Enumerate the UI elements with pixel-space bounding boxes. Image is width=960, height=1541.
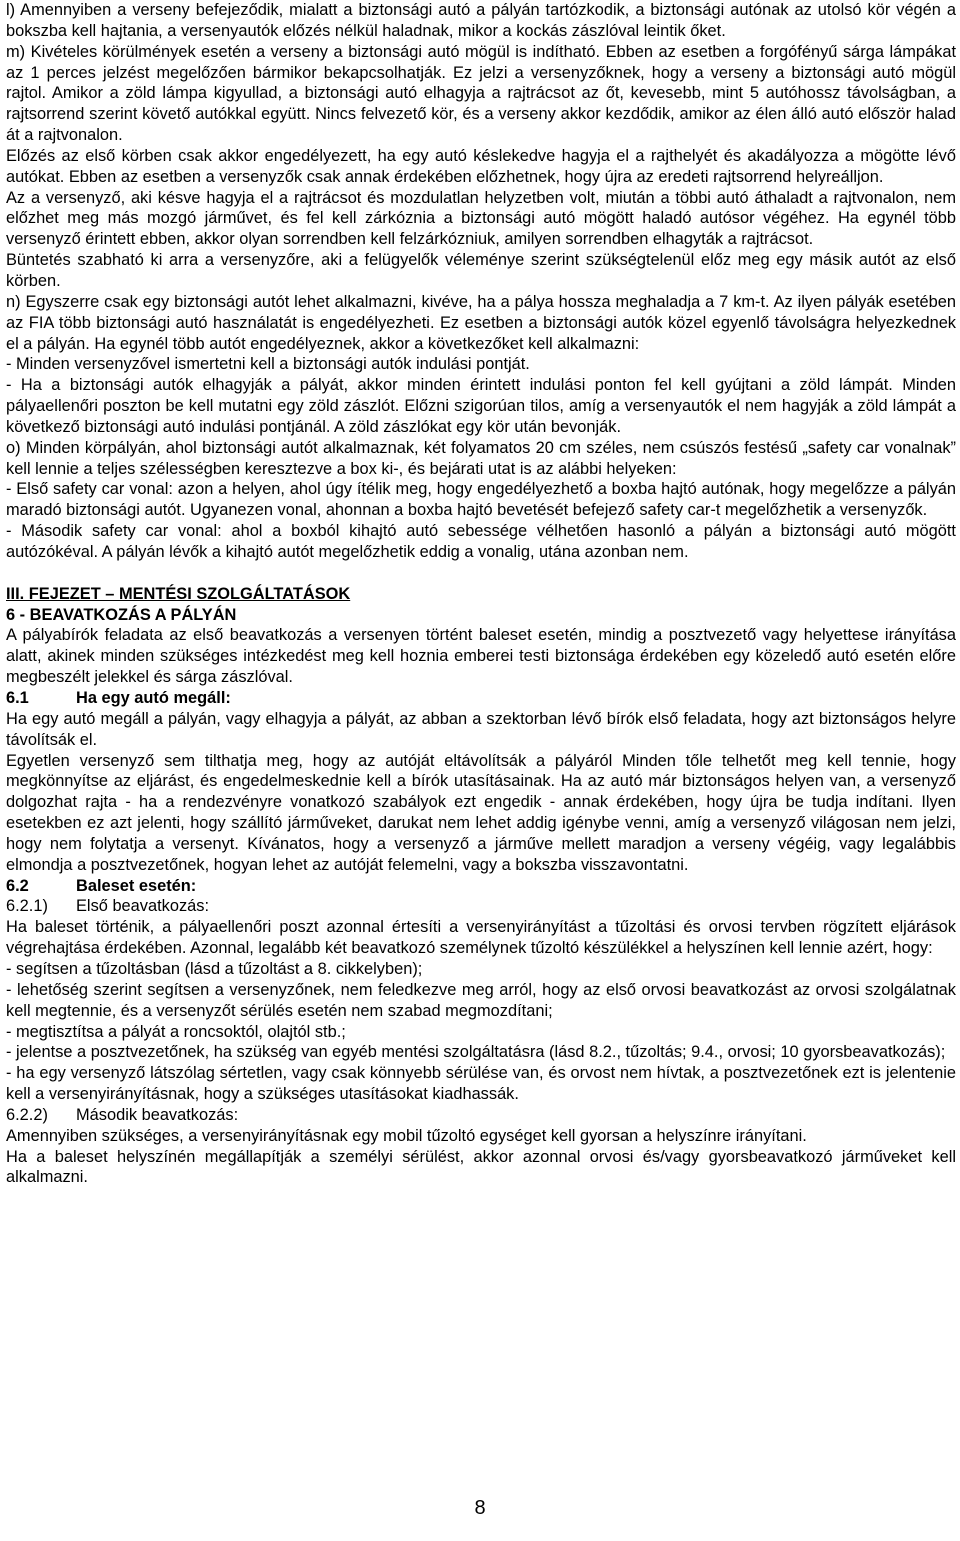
page-number: 8 [474, 1497, 486, 1519]
subsection-number: 6.2 [6, 876, 29, 895]
subsection-number: 6.2.2) [6, 1105, 48, 1124]
paragraph: Az a versenyző, aki késve hagyja el a rajtrácsot és mozdulatlan helyzetben volt, miután a többi autó áthaladt a rajtvonalon, nem előzhet meg más mozgó járművet, és fel kell zárkóznia a biztonsági autó mögött haladó autósor végéhez. Ha egynél több versenyző érintett ebben, akkor olyan sorrendben kell felzárkózniuk, amilyen sorrendben elhagyták a rajtrácsot. [6, 188, 956, 249]
subsection-heading-6-2-1 [6, 896, 956, 917]
spacer [6, 563, 956, 584]
subsection-title: Ha egy autó megáll: [76, 689, 231, 707]
subsection-heading-6-1 [6, 688, 956, 709]
paragraph: Ha baleset történik, a pályaellenőri poszt azonnal értesíti a versenyirányítást a tűzoltási és orvosi tervben rögzített eljárások végrehajtása érdekében. Azonnal, legalább két beavatkozó személynek tűzoltó készülékkel a helyszínen kell lennie azért, hogy: [6, 918, 956, 958]
subsection-title: Második beavatkozás: [76, 1105, 239, 1124]
paragraph: - Ha a biztonsági autók elhagyják a pályát, akkor minden érintett indulási ponton fel kell gyújtani a zöld lámpát. Minden pályaellenőri poszton be kell mutatni egy zöld zászlót. Előzni szigorúan tilos, amíg a versenyautók el nem hagyják a zöld lámpát a következő biztonsági autó indulási pontjánál. A zöld zászlókat egy kör után bevonják. [6, 376, 956, 436]
subsection-title: Első beavatkozás: [76, 897, 210, 916]
paragraph: m) Kivételes körülmények esetén a verseny a biztonsági autó mögül is indítható. Ebben az esetben a forgófényű sárga lámpákat az 1 perces jelzést megelőzően bármikor bekapcsolhatják. Ez jelzi a versenyzőknek, hogy a verseny a biztonsági autó mögül rajtol. Amikor a zöld lámpa kigyullad, a biztonsági autó elhagyja a rajtrácsot az őt, kevesebb, mint 5 autóhossz távolságban, a rajtsorrend szerint követő autókkal együtt. Nincs felvezető kör, és a verseny akkor kezdődik, amikor az élen álló autó először halad át a rajtvonalon. [6, 42, 956, 145]
paragraph: n) Egyszerre csak egy biztonsági autót lehet alkalmazni, kivéve, ha a pálya hossza meghaladja a 7 km-t. Az ilyen pályák esetében az FIA több biztonsági autó használatát is engedélyezheti. Ez esetben a biztonsági autók közel egyenlő távolságra helyezkednek el a pályán. Ha egynél több autót engedélyeznek, akkor a következőket kell alkalmazni: [6, 292, 956, 353]
list-item: - lehetőség szerint segítsen a versenyzőnek, nem feledkezve meg arról, hogy az első orvosi beavatkozást az orvosi szolgálatnak kell megtennie, és a versenyzőt sérülés esetén nem szabad megmozdítani; [6, 980, 956, 1020]
paragraph: Büntetés szabható ki arra a versenyzőre, aki a felügyelők véleménye szerint szükségtelenül előz meg egy másik autót az első körben. [6, 251, 956, 290]
subsection-heading-6-2-2 [6, 1105, 956, 1126]
paragraph: - Minden versenyzővel ismertetni kell a biztonsági autók indulási pontját. [6, 355, 530, 374]
paragraph: - Első safety car vonal: azon a helyen, ahol úgy ítélik meg, hogy engedélyezhető a boxba hajtó autónak, hogy megelőzze a pályán maradó biztonsági autót. Ugyanezen vonal, ahonnan a boxba hajtó bevetését befejező safety car-t megelőzhetik a versenyzők. [6, 480, 956, 520]
list-item: - megtisztítsa a pályát a roncsoktól, olajtól stb.; [6, 1022, 346, 1041]
document-page [6, 0, 956, 1188]
section-title: 6 - BEAVATKOZÁS A PÁLYÁN [6, 605, 237, 624]
list-item: - jelentse a posztvezetőnek, ha szükség van egyéb mentési szolgáltatásra (lásd 8.2., tűzoltás; 9.4., orvosi; 10 gyorsbeavatkozás); [6, 1043, 946, 1062]
chapter-title: III. FEJEZET – MENTÉSI SZOLGÁLTATÁSOK [6, 584, 351, 603]
paragraph: Amennyiben szükséges, a versenyirányításnak egy mobil tűzoltó egységet kell gyorsan a helyszínre irányítani. [6, 1126, 807, 1145]
paragraph: Egyetlen versenyző sem tilthatja meg, hogy az autóját eltávolítsák a pályáról Minden tőle telhetőt meg kell tennie, hogy megkönnyítse az eljárást, és engedelmeskednie kell a bírók utasításainak. Ha az autó már biztonságos helyen van, a versenyző dolgozhat rajta - ha a rendezvényre vonatkozó szabályok ezt engedik - annak érdekében, hogy újra be tudja indítani. Ilyen esetekben ez azt jelenti, hogy szállító járműveket, darukat nem lehet addig igénybe venni, amíg a versenyző világosan nem jelzi, hogy nem folytatja a versenyt. Kívánatos, hogy a versenyző a járműve mellett maradjon a verseny végéig, vagy legalábbis elmondja a posztvezetőnek, hogyan lehet az autóját felemelni, vagy a bokszba visszavontatni. [6, 751, 956, 874]
paragraph: Előzés az első körben csak akkor engedélyezett, ha egy autó késlekedve hagyja el a rajthelyét és akadályozza a mögötte lévő autókat. Ebben az esetben a versenyzők csak annak érdekében előzhetnek, hogy újra az eredeti rajtsorrend helyreálljon. [6, 146, 956, 186]
paragraph: Ha a baleset helyszínén megállapítják a személyi sérülést, akkor azonnal orvosi és/vagy gyorsbeavatkozó járműveket kell alkalmazni. [6, 1147, 956, 1187]
list-item: - segítsen a tűzoltásban (lásd a tűzoltást a 8. cikkelyben); [6, 959, 423, 978]
list-item: - ha egy versenyző látszólag sértetlen, vagy csak könnyebb sérülése van, és orvost nem hívtak, a posztvezetőnek ezt is jelentenie kell a versenyirányításnak, hogy a szükséges utasításokat kiadhassák. [6, 1064, 956, 1104]
paragraph: Ha egy autó megáll a pályán, vagy elhagyja a pályát, az abban a szektorban lévő bírók első feladata, hogy azt biztonságos helyre távolítsák el. [6, 709, 956, 749]
subsection-number: 6.1 [6, 689, 29, 707]
paragraph: - Második safety car vonal: ahol a boxból kihajtó autó sebessége vélhetően hasonló a pályán a biztonsági autó mögött autózókéval. A pályán lévők a kihajtó autót megelőzhetik eddig a vonalig, utána azonban nem. [6, 522, 956, 561]
subsection-heading-6-2 [6, 876, 956, 897]
paragraph: A pályabírók feladata az első beavatkozás a versenyen történt baleset esetén, mindig a posztvezető vagy helyettese irányítása alatt, akinek minden szükséges intézkedést meg kell hoznia emberei testi biztonsága érdekében egy közeledő autó esetén előre megbeszélt jelekkel és sárga zászlóval. [6, 626, 956, 687]
subsection-title: Baleset esetén: [76, 876, 197, 895]
subsection-number: 6.2.1) [6, 897, 48, 916]
paragraph: o) Minden körpályán, ahol biztonsági autót alkalmaznak, két folyamatos 20 cm széles, nem csúszós festésű „safety car vonalnak” kell lennie a teljes szélességben keresztezve a box ki-, és bejárati utat is az alábbi helyeken: [6, 438, 956, 478]
paragraph: l) Amennyiben a verseny befejeződik, mialatt a biztonsági autó a pályán tartózkodik, a biztonsági autónak az utolsó kör végén a bokszba kell hajtania, a versenyautók előzés nélkül haladnak, mikor a kockás zászlóval leintik őket. [6, 1, 956, 40]
